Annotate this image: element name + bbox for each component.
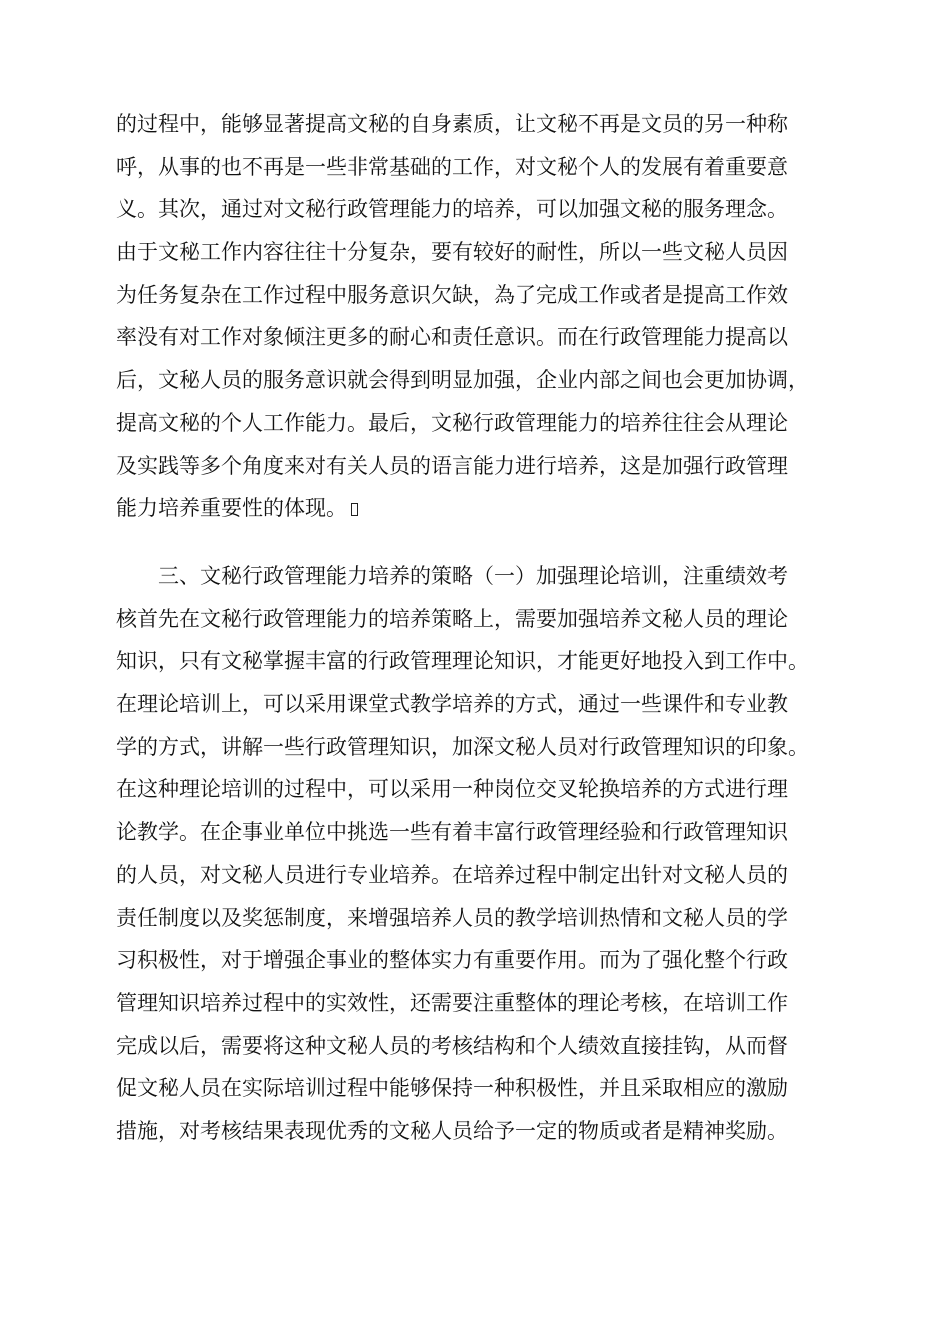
text-line: 学的方式，讲解一些行政管理知识，加深文秘人员对行政管理知识的印象。 bbox=[116, 734, 809, 759]
paragraph-end-mark-icon bbox=[351, 503, 358, 516]
text-line: 的人员，对文秘人员进行专业培养。在培养过程中制定出针对文秘人员的 bbox=[116, 862, 788, 887]
text-line: 措施，对考核结果表现优秀的文秘人员给予一定的物质或者是精神奖励。 bbox=[116, 1118, 788, 1143]
text-line: 管理知识培养过程中的实效性，还需要注重整体的理论考核，在培训工作 bbox=[116, 990, 788, 1015]
text-line: 论教学。在企事业单位中挑选一些有着丰富行政管理经验和行政管理知识 bbox=[116, 820, 788, 845]
text-line: 完成以后，需要将这种文秘人员的考核结构和个人绩效直接挂钩，从而督 bbox=[116, 1033, 788, 1058]
text-line: 核首先在文秘行政管理能力的培养策略上，需要加强培养文秘人员的理论 bbox=[116, 606, 788, 631]
text-line: 率没有对工作对象倾注更多的耐心和责任意识。而在行政管理能力提高以 bbox=[116, 325, 788, 350]
text-line: 在这种理论培训的过程中，可以采用一种岗位交叉轮换培养的方式进行理 bbox=[116, 777, 788, 802]
text-line: 为任务复杂在工作过程中服务意识欠缺，為了完成工作或者是提高工作效 bbox=[116, 282, 788, 307]
text-line: 的过程中，能够显著提高文秘的自身素质，让文秘不再是文员的另一种称 bbox=[116, 112, 788, 136]
text-line-content: 能力培养重要性的体现。 bbox=[116, 496, 347, 521]
text-line: 后，文秘人员的服务意识就会得到明显加强，企业内部之间也会更加协调， bbox=[116, 368, 809, 393]
text-line: 由于文秘工作内容往往十分复杂，要有较好的耐性，所以一些文秘人员因 bbox=[116, 240, 788, 265]
text-line: 在理论培训上，可以采用课堂式教学培养的方式，通过一些课件和专业教 bbox=[116, 692, 788, 717]
text-line: 责任制度以及奖惩制度，来增强培养人员的教学培训热情和文秘人员的学 bbox=[116, 905, 788, 930]
paragraph-1 bbox=[116, 103, 836, 530]
text-line: 呼，从事的也不再是一些非常基础的工作，对文秘个人的发展有着重要意 bbox=[116, 154, 788, 179]
text-line: 义。其次，通过对文秘行政管理能力的培养，可以加强文秘的服务理念。 bbox=[116, 197, 788, 222]
paragraph-2 bbox=[116, 555, 836, 1153]
text-line: 及实践等多个角度来对有关人员的语言能力进行培养，这是加强行政管理 bbox=[116, 453, 788, 478]
text-line-last bbox=[116, 487, 836, 530]
text-line: 知识，只有文秘掌握丰富的行政管理理论知识，才能更好地投入到工作中。 bbox=[116, 649, 809, 674]
text-line: 促文秘人员在实际培训过程中能够保持一种积极性，并且采取相应的激励 bbox=[116, 1076, 788, 1101]
text-line-first: 三、文秘行政管理能力培养的策略（一）加强理论培训，注重绩效考 bbox=[158, 564, 788, 588]
text-line: 提高文秘的个人工作能力。最后，文秘行政管理能力的培养往往会从理论 bbox=[116, 410, 788, 435]
text-line: 习积极性，对于增强企事业的整体实力有重要作用。而为了强化整个行政 bbox=[116, 948, 788, 973]
